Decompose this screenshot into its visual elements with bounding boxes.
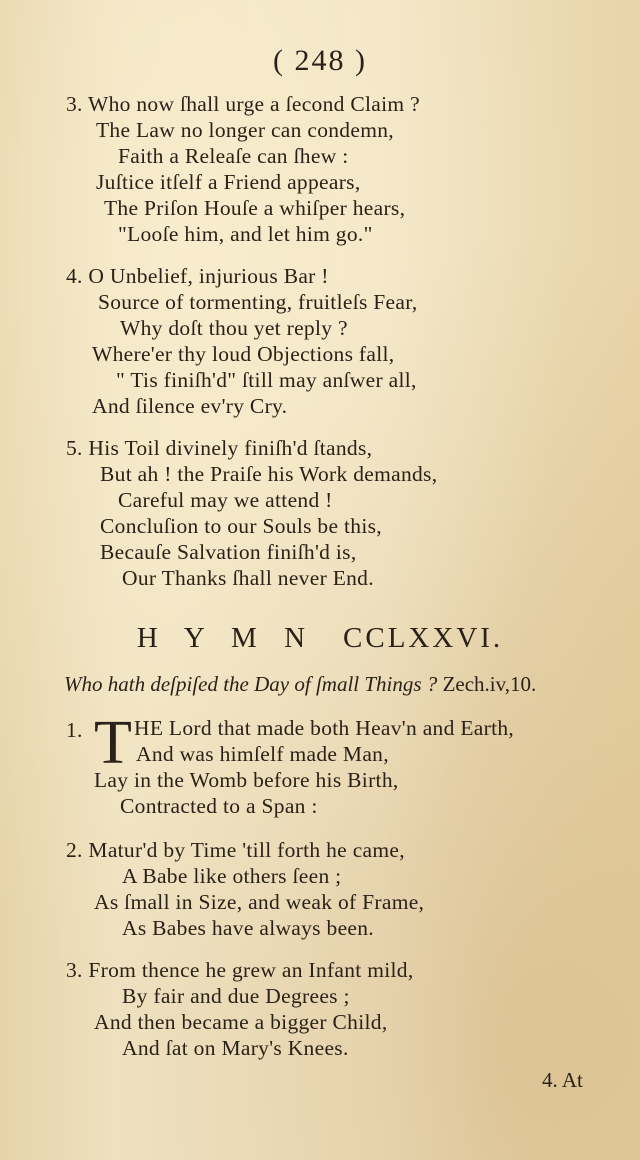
verse-line: By fair and due Degrees ; [122,984,350,1008]
verse-line: And ſat on Mary's Knees. [122,1036,349,1060]
verse-line: Concluſion to our Souls be this, [100,514,382,538]
epigraph [64,672,536,697]
verse-line: As Babes have always been. [122,916,374,940]
verse-line: Our Thanks ſhall never End. [122,566,374,590]
verse-line: 5. His Toil divinely finiſh'd ſtands, [66,436,373,460]
verse-line: "Looſe him, and let him go." [118,222,373,246]
verse-line: Contracted to a Span : [120,794,318,818]
verse-line: Where'er thy loud Objections fall, [92,342,395,366]
verse-line: 4. O Unbelief, injurious Bar ! [66,264,329,288]
verse-line: 2. Matur'd by Time 'till forth he came, [66,838,405,862]
verse-line: Careful may we attend ! [118,488,333,512]
verse-line: Lay in the Womb before his Birth, [94,768,399,792]
verse-line: The Priſon Houſe a whiſper hears, [104,196,406,220]
verse-line: And then became a bigger Child, [94,1010,388,1034]
verse-line: The Law no longer can condemn, [96,118,394,142]
epigraph-quote: Who hath deſpiſed the Day of ſmall Things ? [64,672,438,696]
epigraph-reference: Zech.iv,10. [442,672,537,696]
verse-line: Becauſe Salvation finiſh'd is, [100,540,357,564]
hymn-title [0,622,640,655]
verse-line: As ſmall in Size, and weak of Frame, [94,890,425,914]
verse-line: " Tis finiſh'd" ſtill may anſwer all, [116,368,417,392]
page-number: ( 248 ) [273,44,367,77]
stanza-number: 1. [66,718,83,742]
verse-line: And ſilence ev'ry Cry. [92,394,288,418]
catchword: 4. At [542,1068,583,1092]
hymn-heading: H Y M N [136,622,316,654]
verse-line: Faith a Releaſe can ſhew : [118,144,349,168]
verse-line: Juſtice itſelf a Friend appears, [96,170,361,194]
verse-line: HE Lord that made both Heav'n and Earth, [134,716,515,740]
verse-line: 3. From thence he grew an Infant mild, [66,958,414,982]
verse-line: A Babe like others ſeen ; [122,864,342,888]
drop-cap: T [94,709,132,777]
verse-line: But ah ! the Praiſe his Work demands, [100,462,438,486]
hymn-number: CCLXXVI. [343,622,504,654]
verse-line: Source of tormenting, fruitleſs Fear, [98,290,418,314]
verse-line: And was himſelf made Man, [136,742,389,766]
verse-line: 3. Who now ſhall urge a ſecond Claim ? [66,92,420,116]
verse-line: Why doſt thou yet reply ? [120,316,348,340]
